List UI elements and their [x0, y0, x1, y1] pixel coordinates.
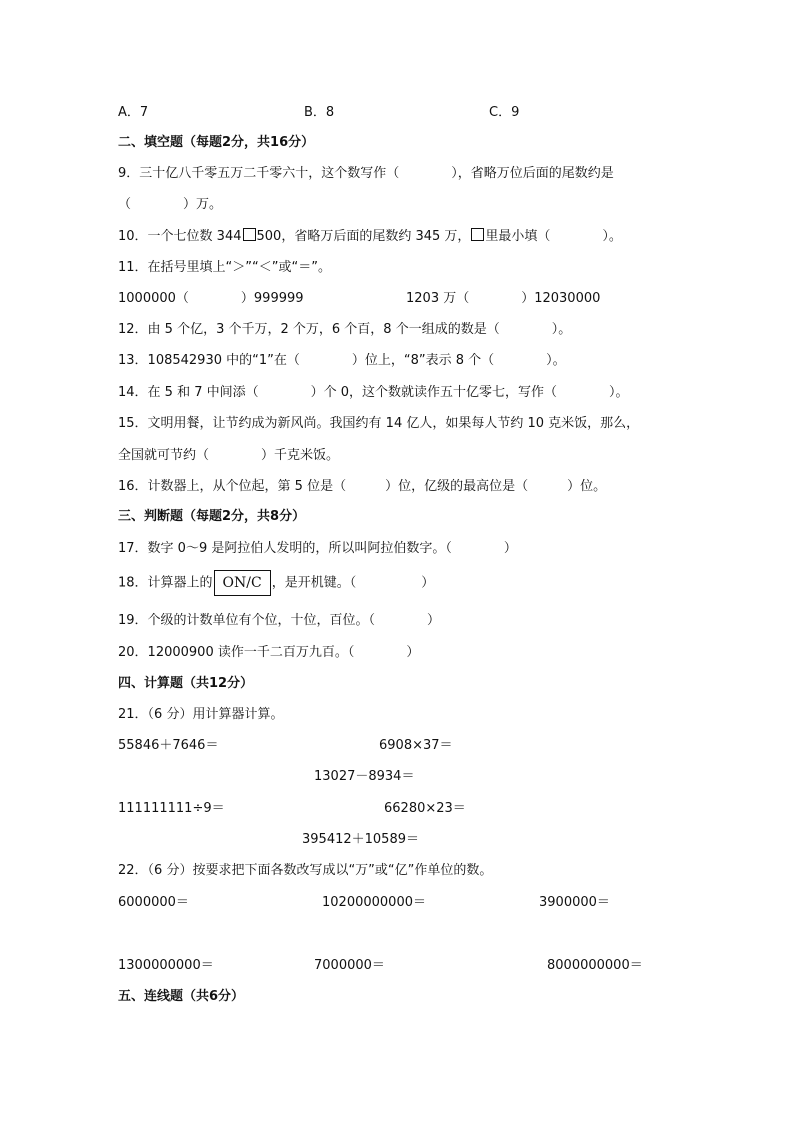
- question-18-part1: 18．计算器上的: [118, 575, 213, 591]
- calc-item: 13027－8934＝: [314, 769, 415, 784]
- rewrite-item: 7000000＝: [314, 958, 385, 973]
- section-calc-heading: 四、计算题（共12分）: [118, 676, 254, 691]
- calc-item: 66280×23＝: [384, 801, 466, 816]
- section-matching-heading: 五、连线题（共6分）: [118, 989, 245, 1004]
- question-21: 21．（6 分）用计算器计算。: [118, 707, 284, 722]
- question-10: [118, 228, 622, 246]
- question-12: 12．由 5 个亿，3 个千万，2 个万，6 个百，8 个一组成的数是（ ）。: [118, 322, 572, 337]
- question-18-part2: ，是开机键。（ ）: [271, 575, 435, 591]
- question-13: 13．108542930 中的“1”在（ ）位上，“8”表示 8 个（ ）。: [118, 353, 566, 368]
- question-11: 11．在括号里填上“＞”“＜”或“＝”。: [118, 260, 331, 275]
- question-9-line1: 9．三十亿八千零五万二千零六十，这个数写作（ ），省略万位后面的尾数约是: [118, 166, 614, 181]
- calc-item: 111111111÷9＝: [118, 801, 225, 816]
- question-20: 20．12000900 读作一千二百万九百。（ ）: [118, 645, 420, 660]
- option-c: C．9: [489, 105, 520, 120]
- question-22: 22．（6 分）按要求把下面各数改写成以“万”或“亿”作单位的数。: [118, 863, 493, 878]
- question-19: 19．个级的计数单位有个位，十位，百位。（ ）: [118, 613, 441, 628]
- question-10-part2: 500，省略万后面的尾数约 345 万，: [256, 229, 471, 244]
- option-b: B．8: [304, 105, 335, 120]
- question-9-line2: （ ）万。: [118, 197, 223, 212]
- option-a: A．7: [118, 105, 149, 120]
- calc-item: 55846＋7646＝: [118, 738, 219, 753]
- question-14: 14．在 5 和 7 中间添（ ）个 0，这个数就读作五十亿零七，写作（ ）。: [118, 385, 629, 400]
- question-16: 16．计数器上，从个位起，第 5 位是（ ）位，亿级的最高位是（ ）位。: [118, 479, 607, 494]
- section-judge-heading: 三、判断题（每题2分，共8分）: [118, 509, 306, 524]
- section-fill-blank-heading: 二、填空题（每题2分，共16分）: [118, 135, 315, 150]
- calc-item: 6908×37＝: [379, 738, 453, 753]
- question-15-line2: 全国就可节约（ ）千克米饭。: [118, 448, 340, 463]
- rewrite-item: 6000000＝: [118, 895, 189, 910]
- blank-box-icon: [471, 228, 484, 241]
- blank-box-icon: [243, 228, 256, 241]
- rewrite-item: 1300000000＝: [118, 958, 214, 973]
- question-18: [118, 570, 434, 597]
- calc-item: 395412＋10589＝: [302, 832, 419, 847]
- rewrite-item: 8000000000＝: [547, 958, 643, 973]
- question-11-left: 1000000（ ）999999: [118, 291, 304, 306]
- on-c-key-icon: ON/C: [214, 570, 271, 596]
- question-15-line1: 15．文明用餐，让节约成为新风尚。我国约有 14 亿人，如果每人节约 10 克米饭，那么，: [118, 416, 640, 431]
- question-10-part3: 里最小填（ ）。: [485, 229, 622, 244]
- rewrite-item: 10200000000＝: [322, 895, 426, 910]
- question-10-part1: 10．一个七位数 344: [118, 229, 242, 244]
- rewrite-item: 3900000＝: [539, 895, 610, 910]
- question-17: 17．数字 0～9 是阿拉伯人发明的，所以叫阿拉伯数字。（ ）: [118, 541, 517, 556]
- question-11-right: 1203 万（ ）12030000: [406, 291, 601, 306]
